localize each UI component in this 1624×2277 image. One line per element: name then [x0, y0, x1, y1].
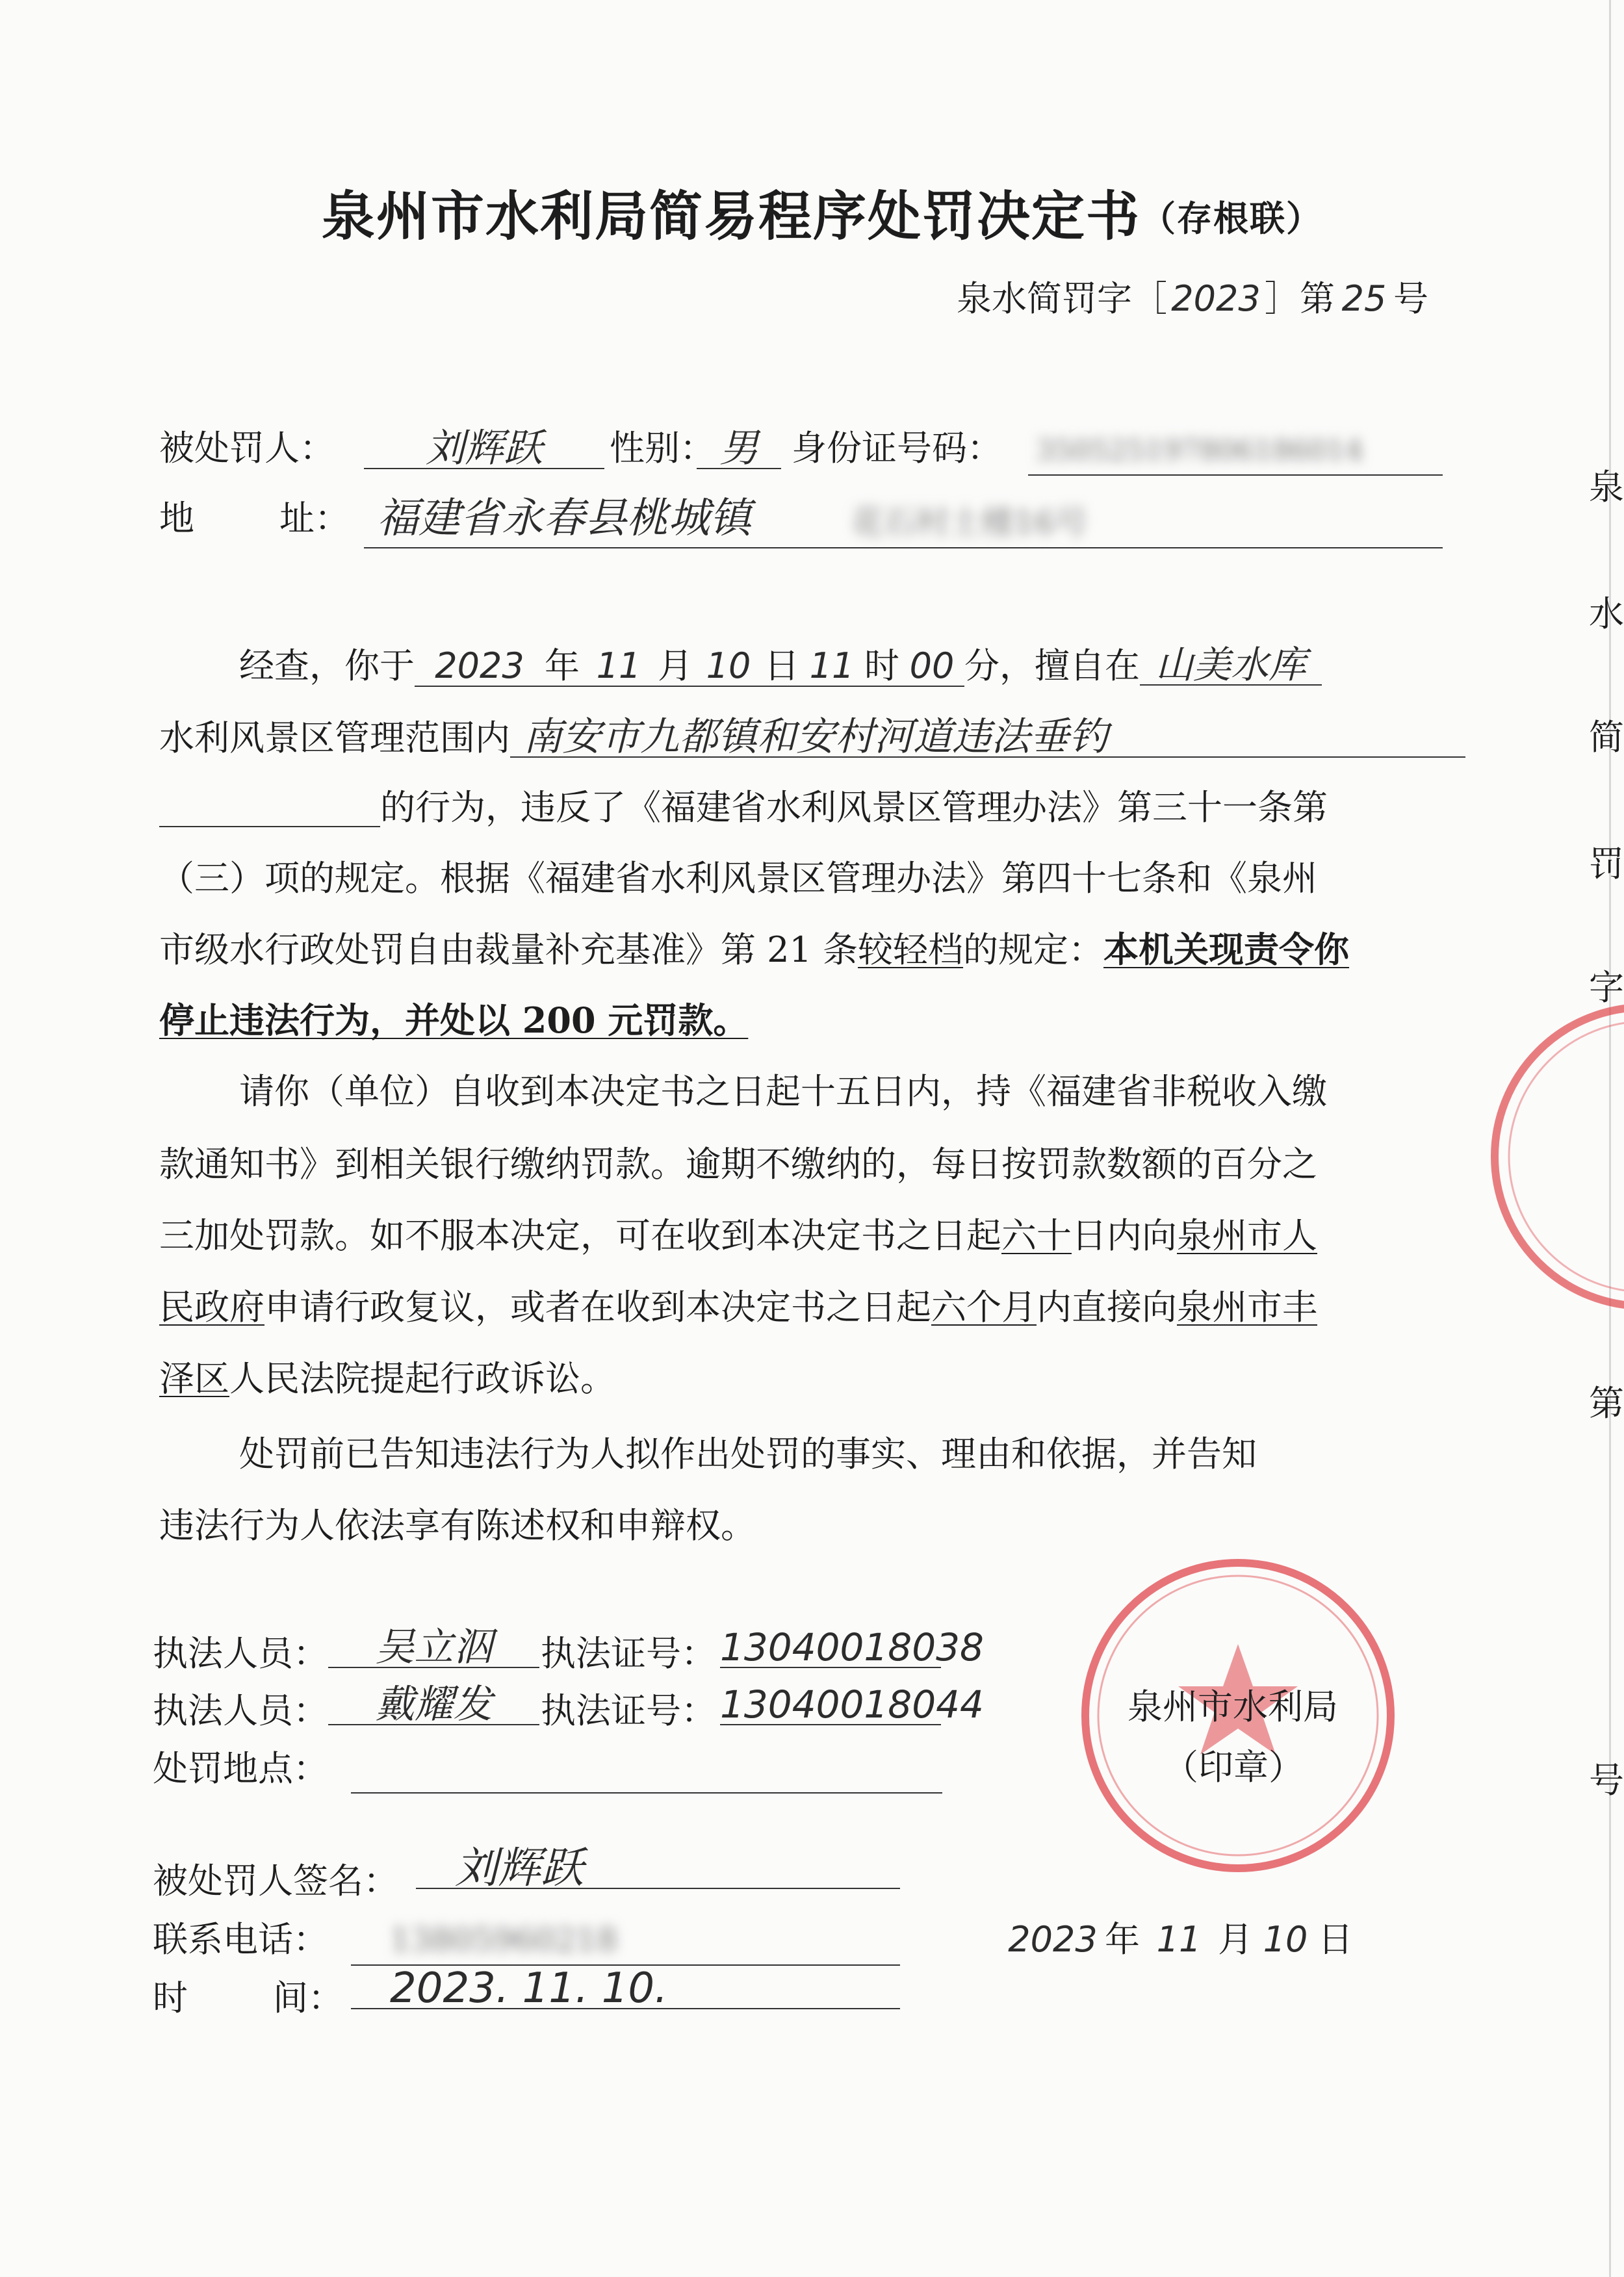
officer-1-name: 吴立泅	[328, 1628, 539, 1668]
address-label-2: 址：	[279, 498, 350, 539]
gender-value: 男	[697, 429, 781, 469]
docno-num: 25	[1341, 278, 1387, 319]
p2-line5: 泽区人民法院提起行政诉讼。	[159, 1358, 615, 1399]
officer-2-cert: 13040018044	[720, 1682, 984, 1727]
officer-1-cert: 13040018038	[720, 1625, 984, 1669]
p2-line1: 请你（单位）自收到本决定书之日起十五日内，持《福建省非税收入缴	[239, 1071, 1327, 1112]
fact-year: 2023	[415, 647, 545, 687]
time-value: 2023. 11. 10.	[351, 1969, 900, 2009]
edge-char-4: 罚	[1589, 843, 1624, 884]
signature-value: 刘辉跃	[416, 1849, 900, 1889]
document-number: 泉水简罚字［ 2023 ］第 25 号	[957, 278, 1428, 319]
p1-line3: 的行为，违反了《福建省水利风景区管理办法》第三十一条第	[159, 788, 1328, 827]
penalty-place-label: 处罚地点：	[153, 1748, 328, 1789]
fact-hour: 11	[799, 647, 864, 687]
party-name-label: 被处罚人：	[159, 428, 335, 469]
p1-line4: （三）项的规定。根据《福建省水利风景区管理办法》第四十七条和《泉州	[159, 858, 1317, 899]
officer-1-cert-label: 执法证号：	[541, 1633, 716, 1674]
gender-label: 性别：	[610, 428, 715, 469]
p2-line4: 民政府申请行政复议，或者在收到本决定书之日起六个月内直接向泉州市丰	[159, 1287, 1317, 1328]
fact-place: 山美水库	[1140, 645, 1322, 686]
edge-char-5: 字	[1589, 967, 1624, 1008]
edge-char-6: 第	[1589, 1383, 1624, 1424]
p1-line5: 市级水行政处罚自由裁量补充基准》第 21 条较轻档的规定：本机关现责令你	[159, 929, 1350, 970]
seal-note: （印章）	[1163, 1747, 1304, 1788]
id-number-value: 350525197806186014	[1036, 434, 1363, 467]
officer-2-name: 戴耀发	[328, 1685, 539, 1725]
officer-2-cert-label: 执法证号：	[541, 1690, 716, 1731]
fact-minute: 00	[899, 647, 964, 687]
p2-line2: 款通知书》到相关银行缴纳罚款。逾期不缴纳的，每日按罚款数额的百分之	[159, 1144, 1317, 1185]
address-field	[364, 495, 1443, 548]
phone-label: 联系电话：	[153, 1919, 328, 1960]
p1-line2: 水利风景区管理范围内 南安市九都镇和安村河道违法垂钓	[159, 717, 1465, 758]
party-name-value: 刘辉跃	[364, 429, 604, 469]
phone-value: 13805960218	[390, 1921, 617, 1959]
edge-char-1: 泉	[1589, 467, 1624, 508]
partial-seal-stamp	[1495, 988, 1611, 1326]
penalty-place-field	[351, 1749, 942, 1794]
time-label-2: 间：	[273, 1977, 343, 2018]
edge-char-3: 简	[1589, 717, 1624, 758]
p1-line6: 停止违法行为，并处以 200 元罚款。	[159, 999, 749, 1041]
fact-month: 11	[580, 647, 658, 687]
address-label-1: 地	[159, 498, 194, 539]
officer-2-label: 执法人员：	[153, 1690, 328, 1731]
seal-org: 泉州市水利局	[1128, 1686, 1338, 1727]
p3-line2: 违法行为人依法享有陈述权和申辩权。	[159, 1505, 756, 1546]
act-blank	[159, 790, 380, 827]
id-number-field	[1028, 429, 1443, 476]
officer-1-label: 执法人员：	[153, 1633, 328, 1674]
edge-char-2: 水	[1589, 593, 1624, 634]
edge-char-7: 号	[1589, 1760, 1624, 1801]
fact-day: 10	[693, 647, 764, 687]
address-value: 福建省永春县桃城镇	[377, 495, 751, 543]
issue-date: 2023 年 11 月 10 日	[1008, 1919, 1353, 1960]
p3-line1: 处罚前已告知违法行为人拟作出处罚的事实、理由和依据，并告知	[239, 1434, 1257, 1474]
id-number-label: 身份证号码：	[792, 428, 1002, 469]
document-title	[322, 174, 1322, 250]
p2-line3: 三加处罚款。如不服本决定，可在收到本决定书之日起六十日内向泉州市人	[159, 1215, 1317, 1256]
docno-year: 2023	[1171, 278, 1261, 319]
title-main: 泉州市水利局简易程序处罚决定书	[322, 186, 1141, 248]
phone-field	[351, 1914, 900, 1966]
time-label-1: 时	[153, 1977, 188, 2018]
address-value-redacted: 花石村土楼16号	[851, 504, 1088, 541]
title-suffix: （存根联）	[1141, 198, 1323, 239]
violation-act: 南安市九都镇和安村河道违法垂钓	[510, 717, 1465, 758]
p1-line1: 经查，你于 2023 年 11 月 10 日 11 时 00 分，擅自在 山美水库	[239, 645, 1322, 687]
signature-label: 被处罚人签名：	[153, 1860, 398, 1901]
